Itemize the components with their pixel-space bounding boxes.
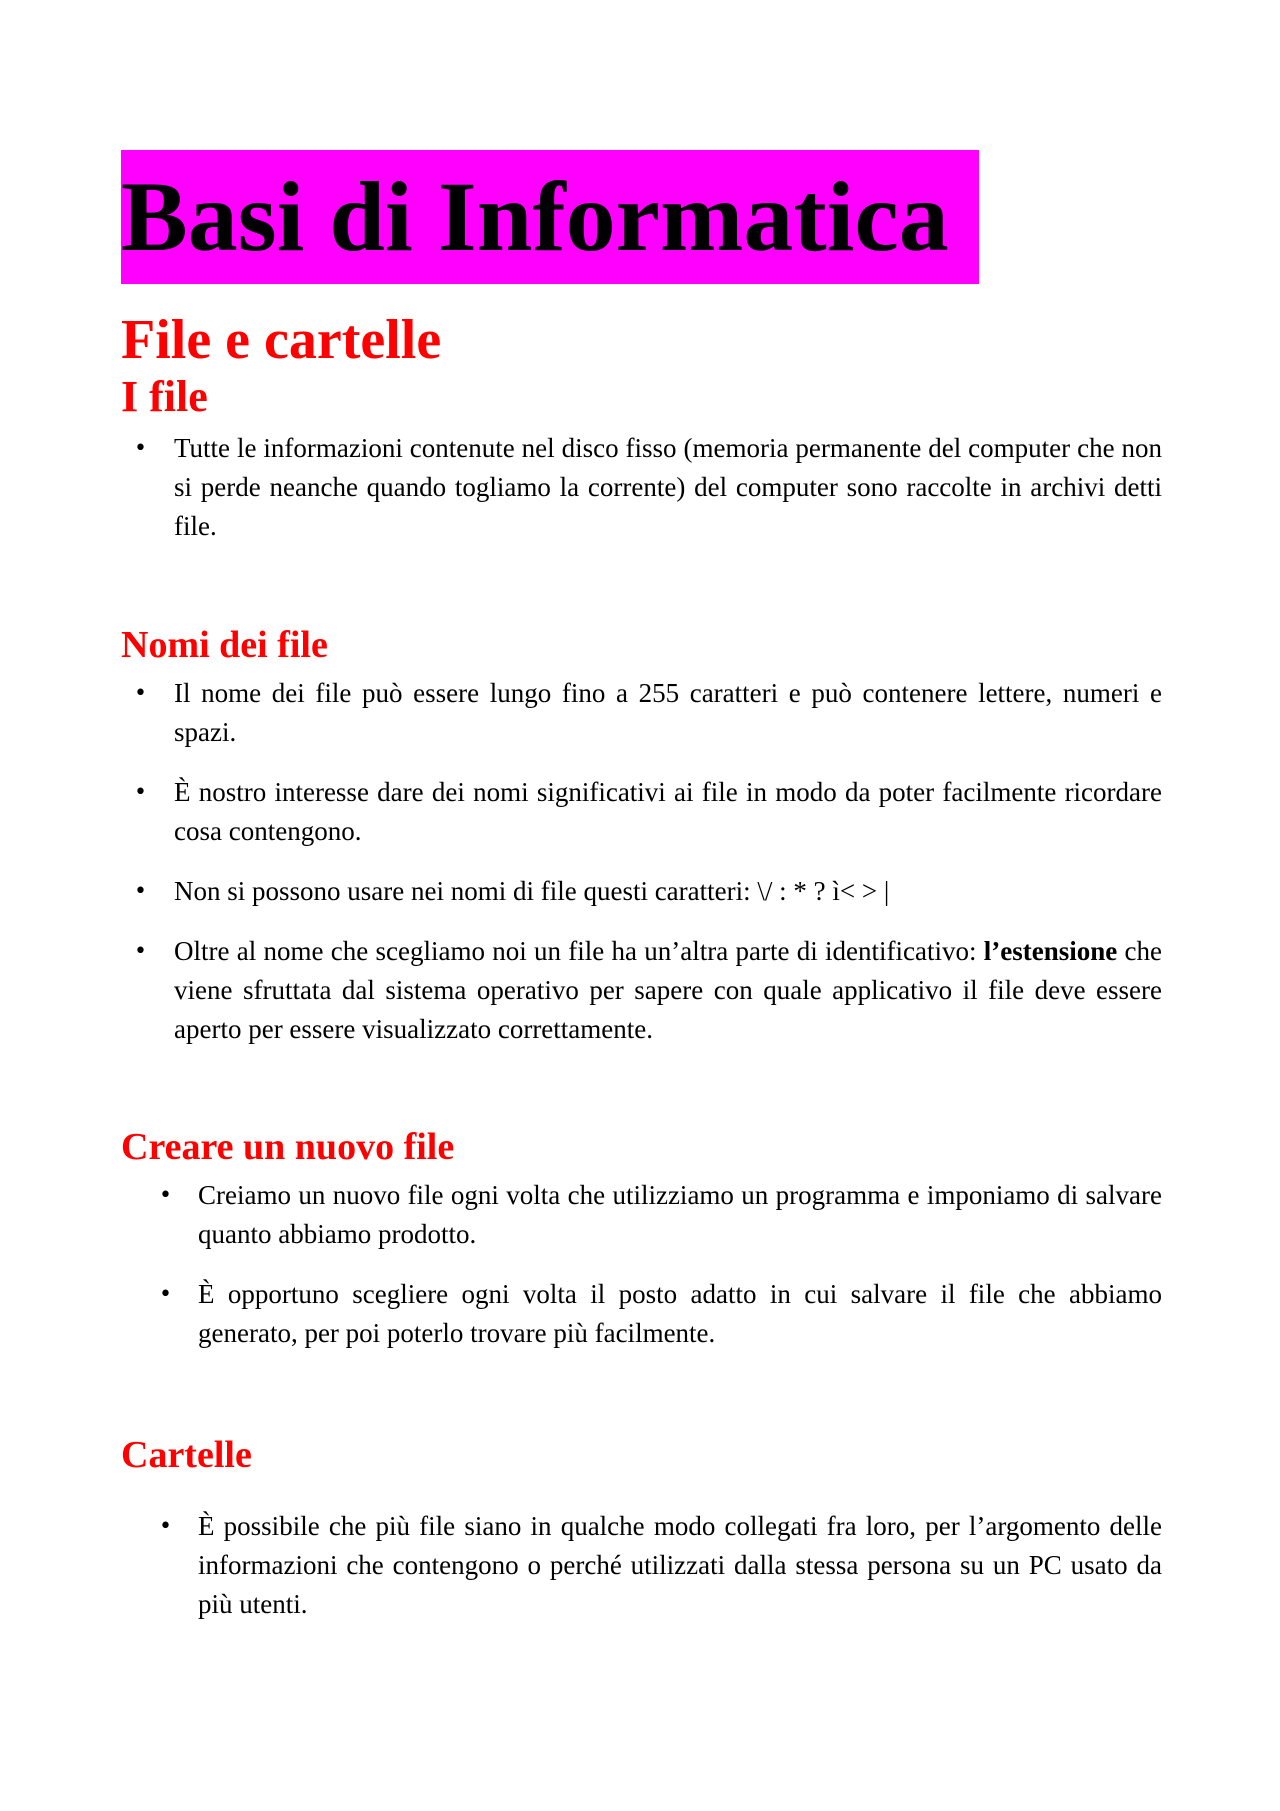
bullet-glyph: • [159,1282,172,1307]
bullet-glyph: • [134,436,147,461]
section-heading: File e cartelle [121,309,442,371]
extension-term: l’estensione [983,936,1118,966]
list-item [0,872,1280,911]
bullet-list-nomi-dei-file [0,674,1280,1049]
list-item-text: Tutte le informazioni contenute nel disco fisso (memoria permanente del computer che non si perde neanche quando togliamo la corrente) del computer sono raccolte in archivi detti file. [174,433,1162,541]
list-item [0,773,1280,851]
list-item [0,1275,1280,1353]
document-title: Basi di Informatica [121,150,979,284]
list-item-text-end: che viene sfruttata dal sistema operativo per sapere con quale applicativo il file deve essere aperto per essere visualizzato correttamente. [174,936,1162,1044]
list-item-text: Il nome dei file può essere lungo fino a 255 caratteri e può contenere lettere, numeri e spazi. [174,678,1162,747]
list-item-text: È opportuno scegliere ogni volta il posto adatto in cui salvare il file che abbiamo generato, per poi poterlo trovare più facilmente. [198,1279,1162,1348]
list-item [0,1176,1280,1254]
list-item-text: È possibile che più file siano in qualche modo collegati fra loro, per l’argomento delle informazioni che contengono o perché utilizzati dalla stessa persona su un PC usato da più utenti. [198,1511,1162,1619]
subsection-heading-creare-un-nuovo-file: Creare un nuovo file [121,1126,455,1168]
bullet-glyph: • [134,879,147,904]
bullet-glyph: • [134,681,147,706]
list-item-text: È nostro interesse dare dei nomi significativi ai file in modo da poter facilmente ricordare cosa contengono. [174,777,1162,846]
subsection-heading-nomi-dei-file: Nomi dei file [121,624,328,666]
list-item-text-start: Oltre al nome che scegliamo noi un file ha un’altra parte di identificativo: [174,936,984,966]
bullet-list-i-file [0,429,1280,546]
bullet-glyph: • [159,1514,172,1539]
list-item [0,1507,1280,1624]
list-item-text [174,932,1162,1049]
list-item [0,674,1280,752]
bullet-glyph: • [134,780,147,805]
list-item-text: Non si possono usare nei nomi di file questi caratteri: \/ : * ? ì< > | [174,876,890,906]
list-item-text: Creiamo un nuovo file ogni volta che utilizziamo un programma e imponiamo di salvare quanto abbiamo prodotto. [198,1180,1162,1249]
subsection-heading-i-file: I file [121,372,208,421]
bullet-list-creare-un-nuovo-file [0,1176,1280,1353]
bullet-glyph: • [159,1183,172,1208]
subsection-heading-cartelle: Cartelle [121,1434,252,1476]
list-item [0,932,1280,1049]
bullet-glyph: • [134,939,147,964]
list-item [0,429,1280,546]
bullet-list-cartelle [0,1507,1280,1624]
